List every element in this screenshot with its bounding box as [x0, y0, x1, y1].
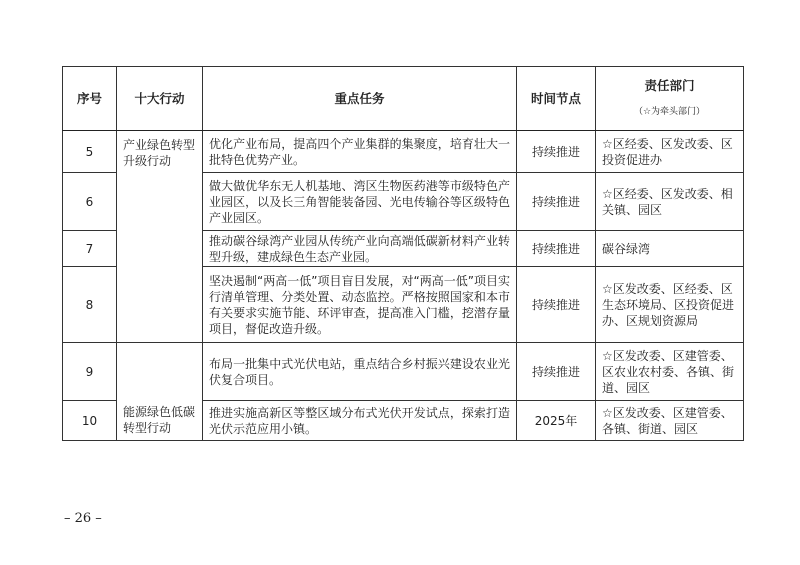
action-group-label: 能源绿色低碳转型行动	[117, 343, 203, 441]
row-time: 持续推进	[517, 131, 596, 173]
row-no: 7	[63, 231, 117, 267]
row-no: 6	[63, 173, 117, 231]
row-dept: 碳谷绿湾	[596, 231, 744, 267]
row-time: 2025年	[517, 401, 596, 441]
header-dept-label: 责任部门	[644, 77, 695, 93]
row-task: 推动碳谷绿湾产业园从传统产业向高端低碳新材料产业转型升级，建成绿色生态产业园。	[203, 231, 517, 267]
header-action: 十大行动	[117, 67, 203, 131]
row-task: 坚决遏制“两高一低”项目盲目发展，对“两高一低”项目实行清单管理、分类处置、动态监控。严格按照国家和本市有关要求实施节能、环评审查，提高准入门槛，挖潜存量项目，督促改造升级。	[203, 267, 517, 343]
row-no: 10	[63, 401, 117, 441]
action-group-label: 产业绿色转型升级行动	[117, 131, 203, 343]
row-dept: ☆区经委、区发改委、相关镇、园区	[596, 173, 744, 231]
header-time: 时间节点	[517, 67, 596, 131]
row-dept: ☆区发改委、区经委、区生态环境局、区投资促进办、区规划资源局	[596, 267, 744, 343]
row-time: 持续推进	[517, 173, 596, 231]
row-time: 持续推进	[517, 343, 596, 401]
table-header-row	[63, 67, 744, 131]
action-table	[62, 66, 744, 441]
table-row	[63, 343, 744, 401]
row-task: 优化产业布局，提高四个产业集群的集聚度，培育壮大一批特色优势产业。	[203, 131, 517, 173]
page-number: – 26 –	[64, 511, 102, 526]
row-no: 5	[63, 131, 117, 173]
row-no: 8	[63, 267, 117, 343]
row-task: 推进实施高新区等整区域分布式光伏开发试点，探索打造光伏示范应用小镇。	[203, 401, 517, 441]
header-no: 序号	[63, 67, 117, 131]
row-time: 持续推进	[517, 267, 596, 343]
header-task: 重点任务	[203, 67, 517, 131]
row-time: 持续推进	[517, 231, 596, 267]
row-task: 做大做优华东无人机基地、湾区生物医药港等市级特色产业园区，以及长三角智能装备园、光电传输谷等区级特色产业园区。	[203, 173, 517, 231]
row-no: 9	[63, 343, 117, 401]
table-row	[63, 131, 744, 173]
header-dept-note: （☆为牵头部门）	[633, 106, 706, 117]
row-dept: ☆区经委、区发改委、区投资促进办	[596, 131, 744, 173]
header-dept	[596, 67, 744, 131]
row-dept: ☆区发改委、区建管委、区农业农村委、各镇、街道、园区	[596, 343, 744, 401]
row-task: 布局一批集中式光伏电站，重点结合乡村振兴建设农业光伏复合项目。	[203, 343, 517, 401]
row-dept: ☆区发改委、区建管委、各镇、街道、园区	[596, 401, 744, 441]
